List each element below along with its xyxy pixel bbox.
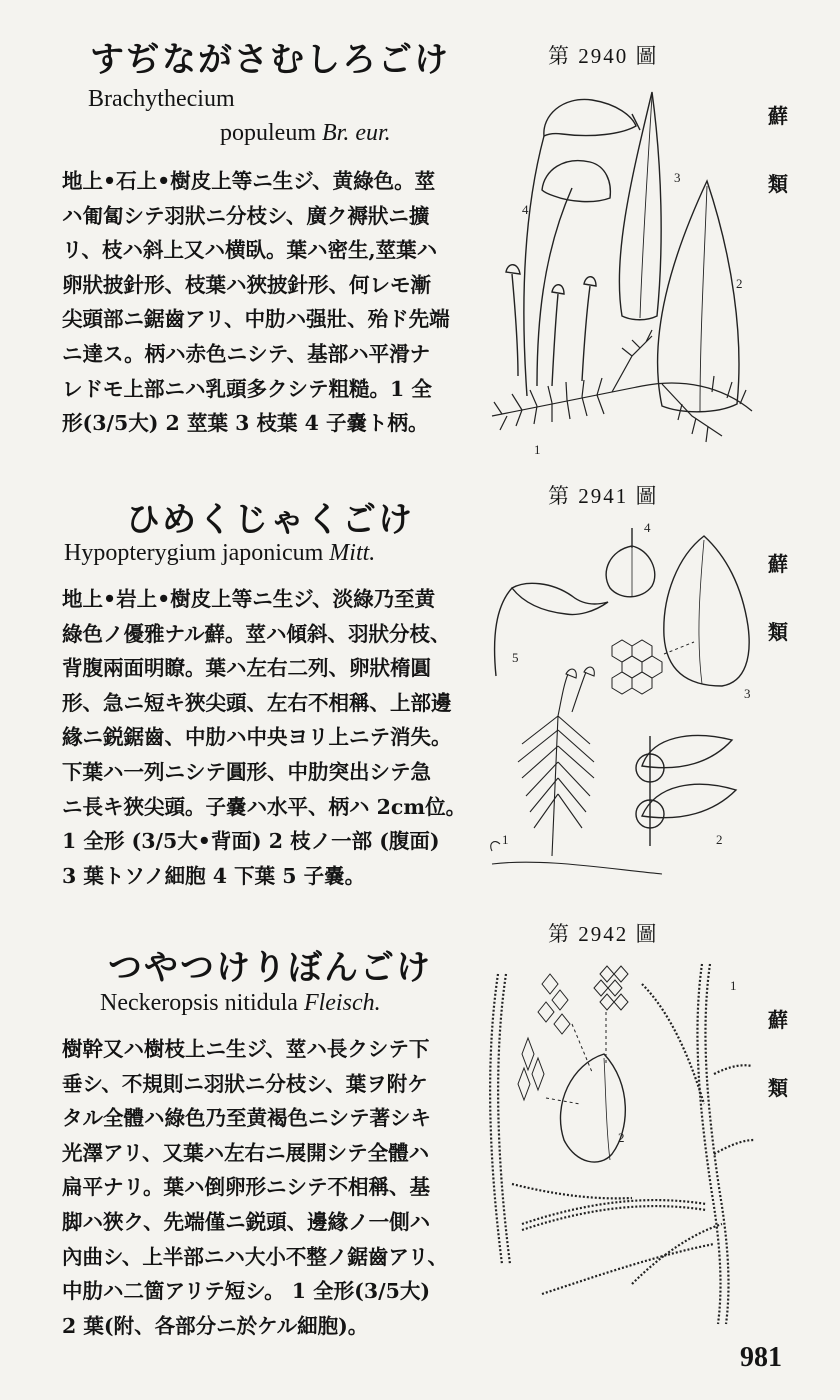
category-char: 類 xyxy=(768,172,788,196)
description-line: 內曲シ、上半部ニハ大小不整ノ鋸齒アリ、 xyxy=(62,1244,449,1269)
figure-number: 第 2940 圖 xyxy=(548,44,659,68)
entry-latin-genus: Brachythecium xyxy=(88,86,235,112)
moss-plant-illustration xyxy=(482,86,762,466)
description-line: 地上•岩上•樹皮上等ニ生ジ、淡綠乃至黄 xyxy=(62,587,436,611)
description-line: 背腹兩面明瞭。葉ハ左右二列、卵狀楕圓 xyxy=(62,656,431,681)
figure-number: 第 2942 圖 xyxy=(548,922,659,946)
entry-description xyxy=(62,164,474,441)
description-line: 樹幹又ハ樹枝上ニ生ジ、莖ハ長クシテ下 xyxy=(62,1037,430,1061)
figure-label: 2 xyxy=(736,276,743,291)
latin-binomial: Hypopterygium japonicum xyxy=(64,540,330,566)
description-line: 卵狀披針形、枝葉ハ狹披針形、何レモ漸 xyxy=(62,272,431,297)
entry-latin-name xyxy=(100,990,381,1017)
moss-plant-illustration xyxy=(482,954,762,1330)
description-line: ニ達ス。柄ハ赤色ニシテ、基部ハ平滑ナ xyxy=(62,341,431,366)
category-char: 蘚 xyxy=(768,1008,788,1032)
figure-label: 2 xyxy=(618,1130,625,1145)
category-char: 類 xyxy=(768,1076,788,1100)
entry-jp-name: すぢながさむしろごけ xyxy=(90,40,450,80)
figure-label: 2 xyxy=(716,832,723,847)
moss-illustration-plate xyxy=(482,954,762,1330)
latin-author: Br. eur. xyxy=(322,120,391,146)
entry-description xyxy=(62,582,474,893)
description-line: 地上•石上•樹皮上等ニ生ジ、黄綠色。莖 xyxy=(62,169,436,193)
category-label xyxy=(768,548,796,684)
description-line: レドモ上部ニハ乳頭多クシテ粗糙。1 全 xyxy=(62,376,432,401)
category-char: 蘚 xyxy=(768,552,788,576)
category-char: 類 xyxy=(768,620,788,644)
latin-epithet: populeum xyxy=(220,120,322,146)
description-line: 垂シ、不規則ニ羽狀ニ分枝シ、葉ヲ附ケ xyxy=(62,1071,428,1096)
page-number: 981 xyxy=(740,1342,782,1373)
figure-label: 3 xyxy=(674,170,681,185)
description-line: 中肋ハ二箇アリテ短シ。 1 全形(3/5大) xyxy=(62,1279,431,1304)
category-char: 蘚 xyxy=(768,104,788,128)
moss-illustration-plate xyxy=(482,86,762,466)
description-line: リ、枝ハ斜上又ハ横臥。葉ハ密生,莖葉ハ xyxy=(62,238,438,263)
figure-label: 1 xyxy=(502,832,509,847)
description-line: 形(3/5大) 2 莖葉 3 枝葉 4 子嚢ト柄。 xyxy=(62,411,429,436)
description-line: 形、急ニ短キ狹尖頭、左右不相稱、上部邊 xyxy=(62,690,452,715)
entry-jp-name: ひめくじゃくごけ xyxy=(126,500,414,540)
entry-jp-name: つやつけりぼんごけ xyxy=(108,948,432,988)
latin-binomial: Neckeropsis nitidula xyxy=(100,990,304,1016)
entry-description xyxy=(62,1032,474,1343)
description-line: 光澤アリ、又葉ハ左右ニ展開シテ全體ハ xyxy=(62,1140,430,1165)
figure-label: 1 xyxy=(730,978,737,993)
entry-latin-name xyxy=(64,540,375,567)
category-label xyxy=(768,1004,796,1140)
description-line: 扁平ナリ。葉ハ倒卵形ニシテ不相稱、基 xyxy=(62,1175,430,1200)
description-line: 1 全形 (3/5大•背面) 2 枝ノ一部 (腹面) xyxy=(62,829,440,854)
description-line: 下葉ハ一列ニシテ圓形、中肋突出シテ急 xyxy=(62,759,431,784)
description-line: 綠色ノ優雅ナル蘚。莖ハ傾斜、羽狀分枝、 xyxy=(62,621,451,646)
latin-author: Mitt. xyxy=(329,540,376,566)
description-line: タル全體ハ綠色乃至黄褐色ニシテ著シキ xyxy=(62,1106,431,1131)
description-line: 3 葉トソノ細胞 4 下葉 5 子嚢。 xyxy=(62,863,366,888)
moss-illustration-plate xyxy=(482,516,762,888)
figure-label: 4 xyxy=(522,202,529,217)
category-label xyxy=(768,100,796,236)
latin-author: Fleisch. xyxy=(303,990,381,1016)
figure-label: 1 xyxy=(534,442,541,457)
figure-label: 3 xyxy=(744,686,751,701)
description-line: 2 葉(附、各部分ニ於ケル細胞)。 xyxy=(62,1313,369,1338)
description-line: 尖頭部ニ鋸齒アリ、中肋ハ强壯、殆ド先端 xyxy=(62,307,450,332)
description-line: 緣ニ鋭鋸齒、中肋ハ中央ヨリ上ニテ消失。 xyxy=(62,725,452,750)
entry-latin-species xyxy=(220,120,391,147)
description-line: ハ匍匐シテ羽狀ニ分枝シ、廣ク褥狀ニ擴 xyxy=(62,203,430,228)
description-line: 脚ハ狹ク、先端僅ニ鋭頭、邊緣ノ一側ハ xyxy=(62,1209,431,1234)
figure-number: 第 2941 圖 xyxy=(548,484,659,508)
figure-label: 4 xyxy=(644,520,651,535)
figure-label: 5 xyxy=(512,650,519,665)
description-line: ニ長キ狹尖頭。子嚢ハ水平、柄ハ 2cm位。 xyxy=(62,794,467,819)
moss-plant-illustration xyxy=(482,516,762,888)
